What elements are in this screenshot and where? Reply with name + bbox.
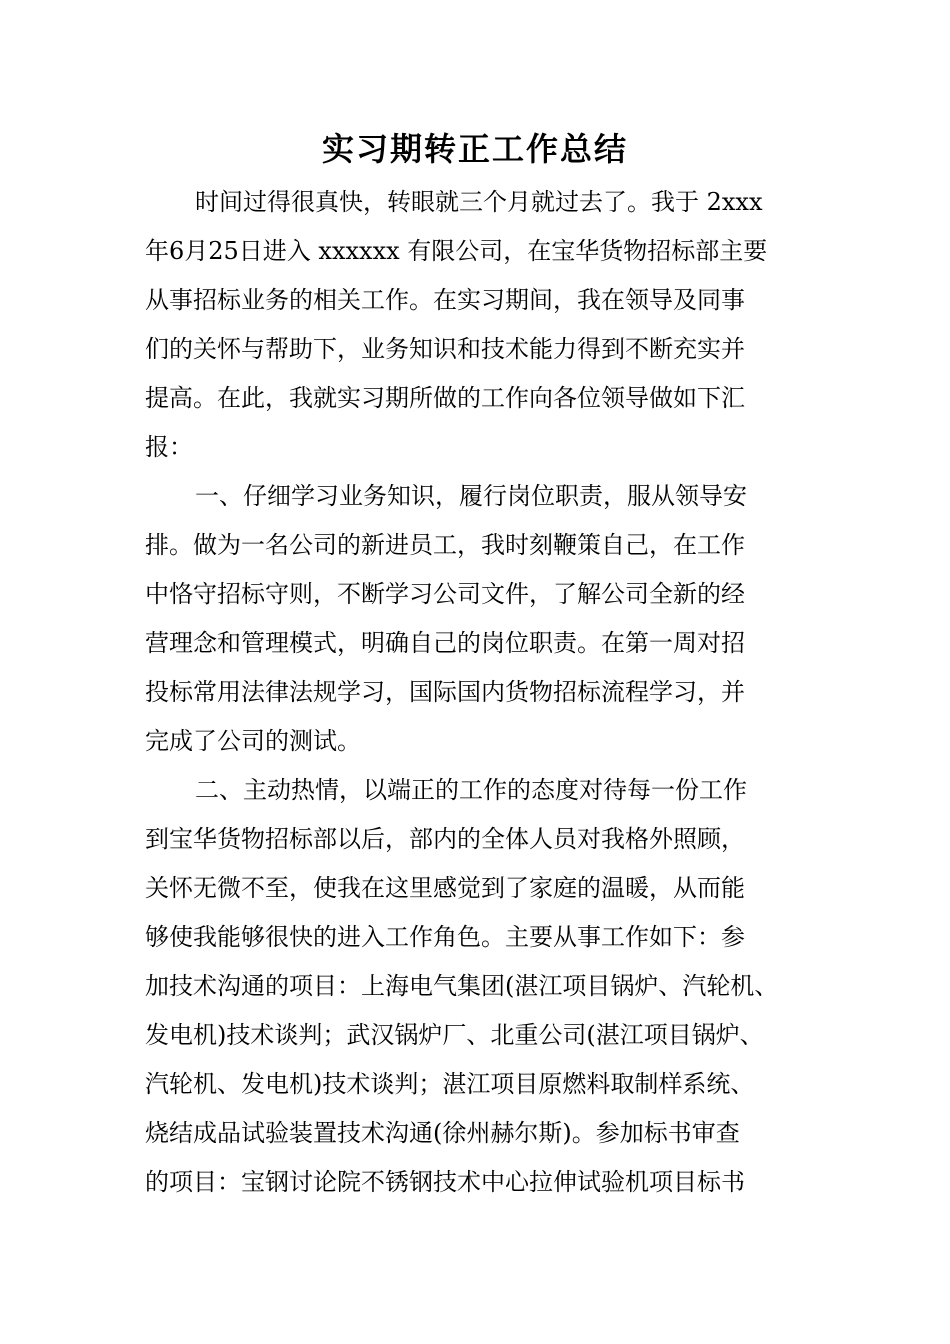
paragraph-line: 够使我能够很快的进入工作角色。主要从事工作如下：参 <box>145 923 745 951</box>
paragraph-line: 关怀无微不至，使我在这里感觉到了家庭的温暖，从而能 <box>145 874 745 902</box>
document-title: 实习期转正工作总结 <box>321 130 628 168</box>
paragraph-line: 发电机)技术谈判；武汉锅炉厂、北重公司(湛江项目锅炉、 <box>145 1021 764 1049</box>
paragraph-line: 投标常用法律法规学习，国际国内货物招标流程学习，并 <box>145 678 745 706</box>
paragraph-line: 排。做为一名公司的新进员工，我时刻鞭策自己，在工作 <box>145 531 745 559</box>
paragraph-line: 的项目：宝钢讨论院不锈钢技术中心拉伸试验机项目标书 <box>145 1168 745 1196</box>
paragraph-line: 报： <box>145 433 193 461</box>
paragraph-line: 烧结成品试验装置技术沟通(徐州赫尔斯)。参加标书审查 <box>145 1119 740 1147</box>
paragraph-line: 时间过得很真快，转眼就三个月就过去了。我于 2xxx <box>195 188 763 216</box>
paragraph-line: 一、仔细学习业务知识，履行岗位职责，服从领导安 <box>195 482 747 510</box>
paragraph-line: 到宝华货物招标部以后，部内的全体人员对我格外照顾， <box>145 825 745 853</box>
document-body <box>145 178 825 1207</box>
paragraph-line: 提高。在此，我就实习期所做的工作向各位领导做如下汇 <box>145 384 745 412</box>
paragraph-line: 汽轮机、发电机)技术谈判；湛江项目原燃料取制样系统、 <box>145 1070 755 1098</box>
paragraph-line: 从事招标业务的相关工作。在实习期间，我在领导及同事 <box>145 286 745 314</box>
paragraph-line: 中恪守招标守则，不断学习公司文件，了解公司全新的经 <box>145 580 745 608</box>
paragraph-line: 营理念和管理模式，明确自己的岗位职责。在第一周对招 <box>145 629 745 657</box>
paragraph-line: 年6月25日进入 xxxxxx 有限公司，在宝华货物招标部主要 <box>145 237 768 265</box>
paragraph-line: 加技术沟通的项目：上海电气集团(湛江项目锅炉、汽轮机、 <box>145 972 779 1000</box>
paragraph-line: 们的关怀与帮助下，业务知识和技术能力得到不断充实并 <box>145 335 745 363</box>
paragraph-line: 完成了公司的测试。 <box>145 727 361 755</box>
paragraph-line: 二、主动热情，以端正的工作的态度对待每一份工作 <box>195 776 747 804</box>
